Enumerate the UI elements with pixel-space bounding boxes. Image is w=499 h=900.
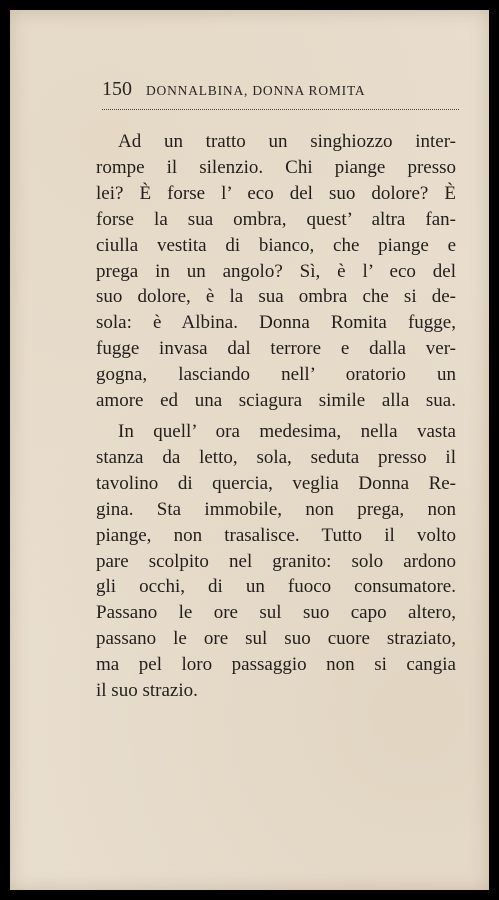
book-page [10, 10, 489, 890]
text-line: Ad un tratto un singhiozzo inter- [118, 131, 456, 152]
text-line: tavolino di quercia, veglia Donna Re- [96, 472, 456, 494]
text-line: forse la sua ombra, quest’ altra fan- [96, 208, 456, 230]
paragraph-1 [96, 129, 456, 414]
page-header [102, 78, 452, 101]
text-line: rompe il silenzio. Chi piange presso [96, 156, 456, 178]
text-line: suo dolore, è la sua ombra che si de- [96, 286, 456, 308]
text-line: il suo strazio. [96, 680, 198, 702]
text-line: ma pel loro passaggio non si cangia [96, 654, 456, 676]
page-number: 150 [102, 78, 132, 100]
text-line: passano le ore sul suo cuore straziato, [96, 628, 456, 650]
text-line: stanza da letto, sola, seduta presso il [96, 446, 456, 468]
text-line: Passano le ore sul suo capo altero, [96, 602, 456, 624]
text-line: fugge invasa dal terrore e dalla ver- [96, 338, 456, 360]
text-line: gogna, lasciando nell’ oratorio un [96, 364, 456, 386]
text-line: lei? È forse l’ eco del suo dolore? È [96, 182, 456, 204]
body-text [96, 129, 456, 704]
text-line: sola: è Albina. Donna Romita fugge, [96, 312, 456, 334]
paragraph-2 [96, 419, 456, 704]
text-line: ciulla vestita di bianco, che piange e [96, 234, 456, 256]
text-line: pare scolpito nel granito: solo ardono [96, 550, 456, 572]
text-line: prega in un angolo? Sì, è l’ eco del [96, 260, 456, 282]
text-line: amore ed una sciagura simile alla sua. [96, 390, 456, 412]
running-title: DONNALBINA, DONNA ROMITA [146, 83, 366, 98]
header-rule [102, 109, 459, 110]
text-line: gli occhi, di un fuoco consumatore. [96, 576, 456, 598]
text-line: piange, non trasalisce. Tutto il volto [96, 524, 456, 546]
text-line: In quell’ ora medesima, nella vasta [118, 420, 456, 442]
text-line: gina. Sta immobile, non prega, non [96, 498, 456, 520]
